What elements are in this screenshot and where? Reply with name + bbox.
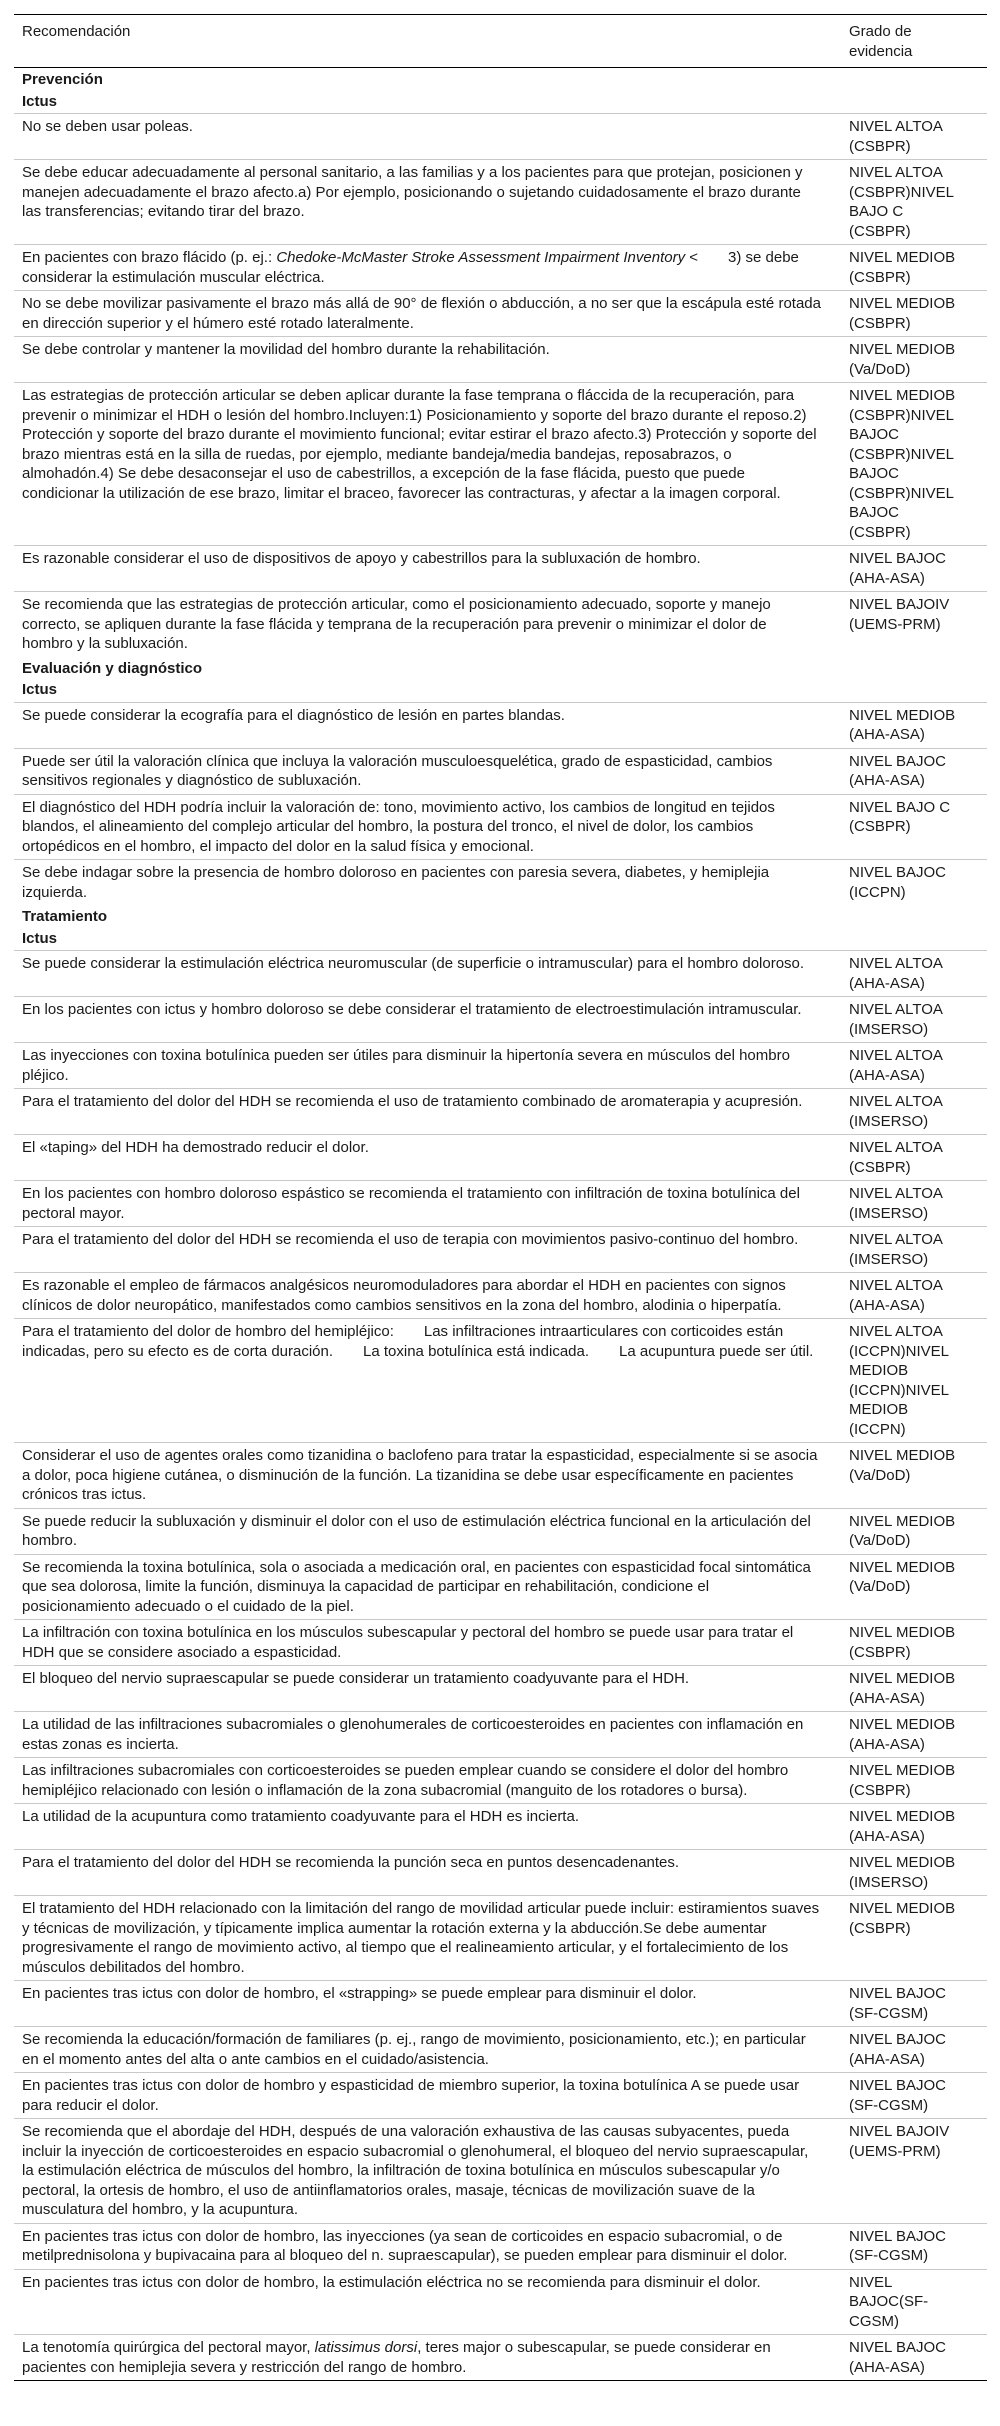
- recommendation-text: Las infiltraciones subacromiales con corticoesteroides se pueden emplear cuando se considere el dolor del hombro hemipléjico relacionado con lesión o inflamación de la zona subacromial (manguito de los rotadores o bursa).: [14, 1758, 841, 1804]
- evidence-grade: NIVEL MEDIOB (Va/DoD): [841, 337, 987, 383]
- recommendation-text: Se recomienda la toxina botulínica, sola o asociada a medicación oral, en pacientes con espasticidad focal sintomática que sea dolorosa, limite la función, disminuya la capacidad de participar en rehabilitación, condicione el posicionamiento adecuado o el cuidado de la piel.: [14, 1554, 841, 1620]
- evidence-grade: NIVEL MEDIOB (AHA-ASA): [841, 1804, 987, 1850]
- evidence-grade: NIVEL ALTOA (CSBPR): [841, 1135, 987, 1181]
- evidence-grade: NIVEL BAJOC (AHA-ASA): [841, 2027, 987, 2073]
- evidence-grade: NIVEL MEDIOB (AHA-ASA): [841, 1666, 987, 1712]
- table-row: [14, 1896, 987, 1981]
- evidence-grade: NIVEL BAJO C (CSBPR): [841, 794, 987, 860]
- recommendation-text: Se recomienda que las estrategias de protección articular, como el posicionamiento adecuado, soporte y manejo correcto, se apliquen durante la fase flácida y temprana de la recuperación para prevenir o minimizar el dolor de hombro y la subluxación.: [14, 592, 841, 657]
- recommendation-text: En pacientes tras ictus con dolor de hombro, las inyecciones (ya sean de corticoides en espacio subacromial, o de metilprednisolona y bupivacaina para al bloqueo del n. supraescapular), se pueden emplear para disminuir el dolor.: [14, 2223, 841, 2269]
- recommendation-text: No se debe movilizar pasivamente el brazo más allá de 90° de flexión o abducción, a no ser que la escápula esté rotada en dirección superior y el húmero esté rotado lateralmente.: [14, 291, 841, 337]
- evidence-grade: NIVEL MEDIOB (IMSERSO): [841, 1850, 987, 1896]
- evidence-grade: NIVEL BAJOC (AHA-ASA): [841, 546, 987, 592]
- recommendation-text: La utilidad de las infiltraciones subacromiales o glenohumerales de corticoesteroides en pacientes con inflamación en estas zonas es incierta.: [14, 1712, 841, 1758]
- recommendation-text: Es razonable considerar el uso de dispositivos de apoyo y cabestrillos para la subluxación de hombro.: [14, 546, 841, 592]
- table-row: [14, 2269, 987, 2335]
- evidence-grade: NIVEL BAJOC (SF-CGSM): [841, 1981, 987, 2027]
- recommendation-text: El bloqueo del nervio supraescapular se puede considerar un tratamiento coadyuvante para el HDH.: [14, 1666, 841, 1712]
- evidence-grade: NIVEL ALTOA (ICCPN)NIVEL MEDIOB (ICCPN)NIVEL MEDIOB (ICCPN): [841, 1319, 987, 1443]
- evidence-grade: NIVEL BAJOC(SF- CGSM): [841, 2269, 987, 2335]
- recommendation-text: Las inyecciones con toxina botulínica pueden ser útiles para disminuir la hipertonía severa en músculos del hombro pléjico.: [14, 1043, 841, 1089]
- recommendation-text: Puede ser útil la valoración clínica que incluya la valoración musculoesquelética, grado de espasticidad, cambios sensitivos regionales y diagnóstico de subluxación.: [14, 748, 841, 794]
- table-row: [14, 1758, 987, 1804]
- table-row: [14, 2119, 987, 2224]
- table-row: [14, 1135, 987, 1181]
- recommendation-text: La utilidad de la acupuntura como tratamiento coadyuvante para el HDH es incierta.: [14, 1804, 841, 1850]
- evidence-grade: NIVEL MEDIOB (CSBPR): [841, 1758, 987, 1804]
- table-row: [14, 2027, 987, 2073]
- table-row: [14, 702, 987, 748]
- recommendation-text-part: < 3) se debe considerar la estimulación muscular eléctrica.: [22, 249, 799, 286]
- recommendation-text: Se debe indagar sobre la presencia de hombro doloroso en pacientes con paresia severa, diabetes, y hemiplejia izquierda.: [14, 860, 841, 906]
- evidence-grade: NIVEL ALTOA (IMSERSO): [841, 997, 987, 1043]
- evidence-grade: NIVEL MEDIOB (CSBPR): [841, 291, 987, 337]
- evidence-grade: NIVEL ALTOA (IMSERSO): [841, 1181, 987, 1227]
- recommendation-text: El «taping» del HDH ha demostrado reducir el dolor.: [14, 1135, 841, 1181]
- evidence-grade: NIVEL ALTOA (CSBPR): [841, 114, 987, 160]
- table-row: [14, 1712, 987, 1758]
- table-row: [14, 1554, 987, 1620]
- evidence-grade: NIVEL BAJOC (SF-CGSM): [841, 2073, 987, 2119]
- evidence-grade: NIVEL MEDIOB (CSBPR)NIVEL BAJOC (CSBPR)NIVEL BAJOC (CSBPR)NIVEL BAJOC (CSBPR): [841, 383, 987, 546]
- table-bottom-rule: [14, 2381, 987, 2382]
- table-row: [14, 1981, 987, 2027]
- table-row: [14, 2073, 987, 2119]
- table-row: [14, 1804, 987, 1850]
- table-row: [14, 160, 987, 245]
- table-row: [14, 1319, 987, 1443]
- evidence-grade: NIVEL ALTOA (IMSERSO): [841, 1227, 987, 1273]
- recommendation-italic-text: Chedoke-McMaster Stroke Assessment Impairment Inventory: [276, 249, 686, 266]
- recommendation-text-part: En pacientes con brazo flácido (p. ej.:: [22, 249, 277, 266]
- recommendation-text: El diagnóstico del HDH podría incluir la valoración de: tono, movimiento activo, los cambios de longitud en tejidos blandos, el alineamiento del complejo articular del hombro, la postura del tronco, el nivel de dolor, los cambios ortopédicos en el hombro, el impacto del dolor en la salud física y emocional.: [14, 794, 841, 860]
- section-title: Evaluación y diagnóstico: [22, 659, 203, 677]
- recommendation-text: Para el tratamiento del dolor del HDH se recomienda la punción seca en puntos desencadenantes.: [14, 1850, 841, 1896]
- table-row: [14, 1666, 987, 1712]
- recommendation-text: Se debe controlar y mantener la movilidad del hombro durante la rehabilitación.: [14, 337, 841, 383]
- evidence-grade: NIVEL ALTOA (CSBPR)NIVEL BAJO C (CSBPR): [841, 160, 987, 245]
- table-row: [14, 1508, 987, 1554]
- evidence-grade: NIVEL ALTOA (IMSERSO): [841, 1089, 987, 1135]
- table-row: [14, 1043, 987, 1089]
- evidence-grade: NIVEL MEDIOB (CSBPR): [841, 245, 987, 291]
- table-row: [14, 2335, 987, 2381]
- header-recommendation: Recomendación: [14, 15, 841, 68]
- recommendation-text: [14, 245, 841, 291]
- evidence-grade: NIVEL BAJOC (ICCPN): [841, 860, 987, 906]
- table-row: [14, 1089, 987, 1135]
- recommendation-text: En pacientes tras ictus con dolor de hombro y espasticidad de miembro superior, la toxina botulínica A se puede usar para reducir el dolor.: [14, 2073, 841, 2119]
- recommendation-text: Para el tratamiento del dolor del HDH se recomienda el uso de tratamiento combinado de aromaterapia y acupresión.: [14, 1089, 841, 1135]
- section-heading-row: [14, 657, 987, 680]
- evidence-grade: NIVEL MEDIOB (CSBPR): [841, 1896, 987, 1981]
- evidence-grade: NIVEL BAJOC (AHA-ASA): [841, 748, 987, 794]
- table-row: [14, 1443, 987, 1509]
- recommendation-text: Es razonable el empleo de fármacos analgésicos neuromoduladores para abordar el HDH en pacientes con signos clínicos de dolor neuropático, manifestados como cambios sensitivos en la zona del hombro, alodinia o hiperpatía.: [14, 1273, 841, 1319]
- table-row: [14, 794, 987, 860]
- section-subtitle: Ictus: [22, 92, 58, 110]
- recommendation-text: Considerar el uso de agentes orales como tizanidina o baclofeno para tratar la espasticidad, especialmente si se asocia a dolor, poca higiene cutánea, o disminución de la función. La tizanidina se debe usar específicamente en pacientes crónicos tras ictus.: [14, 1443, 841, 1509]
- recommendation-text: Para el tratamiento del dolor del HDH se recomienda el uso de terapia con movimientos pasivo-continuo del hombro.: [14, 1227, 841, 1273]
- recommendation-text: En pacientes tras ictus con dolor de hombro, el «strapping» se puede emplear para disminuir el dolor.: [14, 1981, 841, 2027]
- recommendation-text: En pacientes tras ictus con dolor de hombro, la estimulación eléctrica no se recomienda para disminuir el dolor.: [14, 2269, 841, 2335]
- evidence-grade: NIVEL BAJOC (AHA-ASA): [841, 2335, 987, 2381]
- recommendation-text-part: La tenotomía quirúrgica del pectoral mayor,: [22, 2339, 315, 2356]
- recommendation-text: En los pacientes con ictus y hombro doloroso se debe considerar el tratamiento de electroestimulación intramuscular.: [14, 997, 841, 1043]
- section-subtitle: Ictus: [22, 929, 58, 947]
- section-heading-row: [14, 68, 987, 91]
- recommendation-text: La infiltración con toxina botulínica en los músculos subescapular y pectoral del hombro se puede usar para tratar el HDH que se considere asociado a espasticidad.: [14, 1620, 841, 1666]
- section-title: Tratamiento: [22, 908, 108, 925]
- table-row: [14, 860, 987, 906]
- evidence-grade: NIVEL ALTOA (AHA-ASA): [841, 951, 987, 997]
- evidence-grade: NIVEL ALTOA (AHA-ASA): [841, 1043, 987, 1089]
- section-subheading-row: [14, 679, 987, 702]
- recommendation-text: El tratamiento del HDH relacionado con la limitación del rango de movilidad articular puede incluir: estiramientos suaves y técnicas de movilización, y típicamente implica aumentar la rotación externa y la abducción.Se debe aumentar progresivamente el rango de movimiento activo, al tiempo que el realineamiento articular, y el fortalecimiento de los músculos debilitados del hombro.: [14, 1896, 841, 1981]
- evidence-grade: NIVEL MEDIOB (Va/DoD): [841, 1508, 987, 1554]
- table-row: [14, 546, 987, 592]
- table-row: [14, 1181, 987, 1227]
- table-row: [14, 245, 987, 291]
- table-row: [14, 291, 987, 337]
- evidence-grade: NIVEL BAJOC (SF-CGSM): [841, 2223, 987, 2269]
- recommendation-text: Se puede considerar la ecografía para el diagnóstico de lesión en partes blandas.: [14, 702, 841, 748]
- evidence-grade: NIVEL MEDIOB (CSBPR): [841, 1620, 987, 1666]
- recommendation-text: Se debe educar adecuadamente al personal sanitario, a las familias y a los pacientes para que protejan, posicionen y manejen adecuadamente el brazo afecto.a) Por ejemplo, posicionando o sujetando cuidadosamente el brazo durante las transferencias; evitando tirar del brazo.: [14, 160, 841, 245]
- recommendation-text: Se recomienda la educación/formación de familiares (p. ej., rango de movimiento, posicionamiento, etc.); en particular en el momento antes del alta o ante cambios en el cuidado/asistencia.: [14, 2027, 841, 2073]
- table-row: [14, 2223, 987, 2269]
- recommendation-text: No se deben usar poleas.: [14, 114, 841, 160]
- section-heading-row: [14, 905, 987, 928]
- recommendation-text: Se recomienda que el abordaje del HDH, después de una valoración exhaustiva de las causas subyacentes, pueda incluir la inyección de corticoesteroides en espacio subacromial o glenohumeral, el bloqueo del nervio supraescapular, la estimulación eléctrica de músculos del hombro, la infiltración de toxina botulínica en músculos subescapular y/o pectoral, la ortesis de hombro, el uso de antiinflamatorios orales, masaje, técnicas de movilización suave de la musculatura del hombro, y la acupuntura.: [14, 2119, 841, 2224]
- table-header: [14, 15, 987, 68]
- section-subheading-row: [14, 91, 987, 114]
- table-row: [14, 1620, 987, 1666]
- evidence-grade: NIVEL MEDIOB (AHA-ASA): [841, 1712, 987, 1758]
- table-row: [14, 748, 987, 794]
- section-subtitle: Ictus: [22, 681, 58, 698]
- evidence-grade: NIVEL BAJOIV (UEMS-PRM): [841, 592, 987, 657]
- evidence-grade: NIVEL MEDIOB (AHA-ASA): [841, 702, 987, 748]
- recommendation-text-part: , teres major o subescapular, se puede considerar en pacientes con hemiplejia severa y restricción del rango de hombro.: [22, 2339, 771, 2376]
- table-bottom-rule-cell: [14, 2381, 987, 2382]
- section-title: Prevención: [22, 71, 103, 88]
- recommendation-text: Se puede reducir la subluxación y disminuir el dolor con el uso de estimulación eléctrica funcional en la articulación del hombro.: [14, 1508, 841, 1554]
- table-row: [14, 592, 987, 657]
- recommendation-italic-text: latissimus dorsi: [314, 2339, 418, 2356]
- recommendations-table: [14, 14, 987, 2381]
- table-row: [14, 951, 987, 997]
- evidence-grade: NIVEL ALTOA (AHA-ASA): [841, 1273, 987, 1319]
- table-row: [14, 383, 987, 546]
- evidence-grade: NIVEL MEDIOB (Va/DoD): [841, 1554, 987, 1620]
- recommendation-text: Para el tratamiento del dolor de hombro del hemipléjico: Las infiltraciones intraarticulares con corticoides están indicadas, pero su efecto es de corta duración. La toxina botulínica está indicada. La acupuntura puede ser útil.: [14, 1319, 841, 1443]
- table-row: [14, 337, 987, 383]
- table-row: [14, 1227, 987, 1273]
- recommendation-text: [14, 2335, 841, 2381]
- evidence-grade: NIVEL MEDIOB (Va/DoD): [841, 1443, 987, 1509]
- section-subheading-row: [14, 928, 987, 951]
- evidence-grade: NIVEL BAJOIV (UEMS-PRM): [841, 2119, 987, 2224]
- table-row: [14, 997, 987, 1043]
- table-row: [14, 114, 987, 160]
- recommendation-text: Se puede considerar la estimulación eléctrica neuromuscular (de superficie o intramuscular) para el hombro doloroso.: [14, 951, 841, 997]
- recommendation-text: En los pacientes con hombro doloroso espástico se recomienda el tratamiento con infiltración de toxina botulínica del pectoral mayor.: [14, 1181, 841, 1227]
- header-evidence-grade: Grado de evidencia: [841, 15, 987, 68]
- table-row: [14, 1273, 987, 1319]
- table-row: [14, 1850, 987, 1896]
- recommendation-text: Las estrategias de protección articular se deben aplicar durante la fase temprana o fláccida de la recuperación, para prevenir o minimizar el HDH o lesión del hombro.Incluyen:1) Posicionamiento y soporte del brazo durante el reposo.2) Protección y soporte del brazo durante el movimiento funcional; evitar estirar el brazo afecto.3) Protección y soporte del brazo mientras está en la silla de ruedas, por ejemplo, mediante bandeja/media bandejas, reposabrazos, o almohadón.4) Se debe desaconsejar el uso de cabestrillos, a excepción de la fase flácida, puesto que puede condicionar la utilización de ese brazo, limitar el braceo, favorecer las contracturas, y afectar a la imagen corporal.: [14, 383, 841, 546]
- table-body: [14, 68, 987, 2382]
